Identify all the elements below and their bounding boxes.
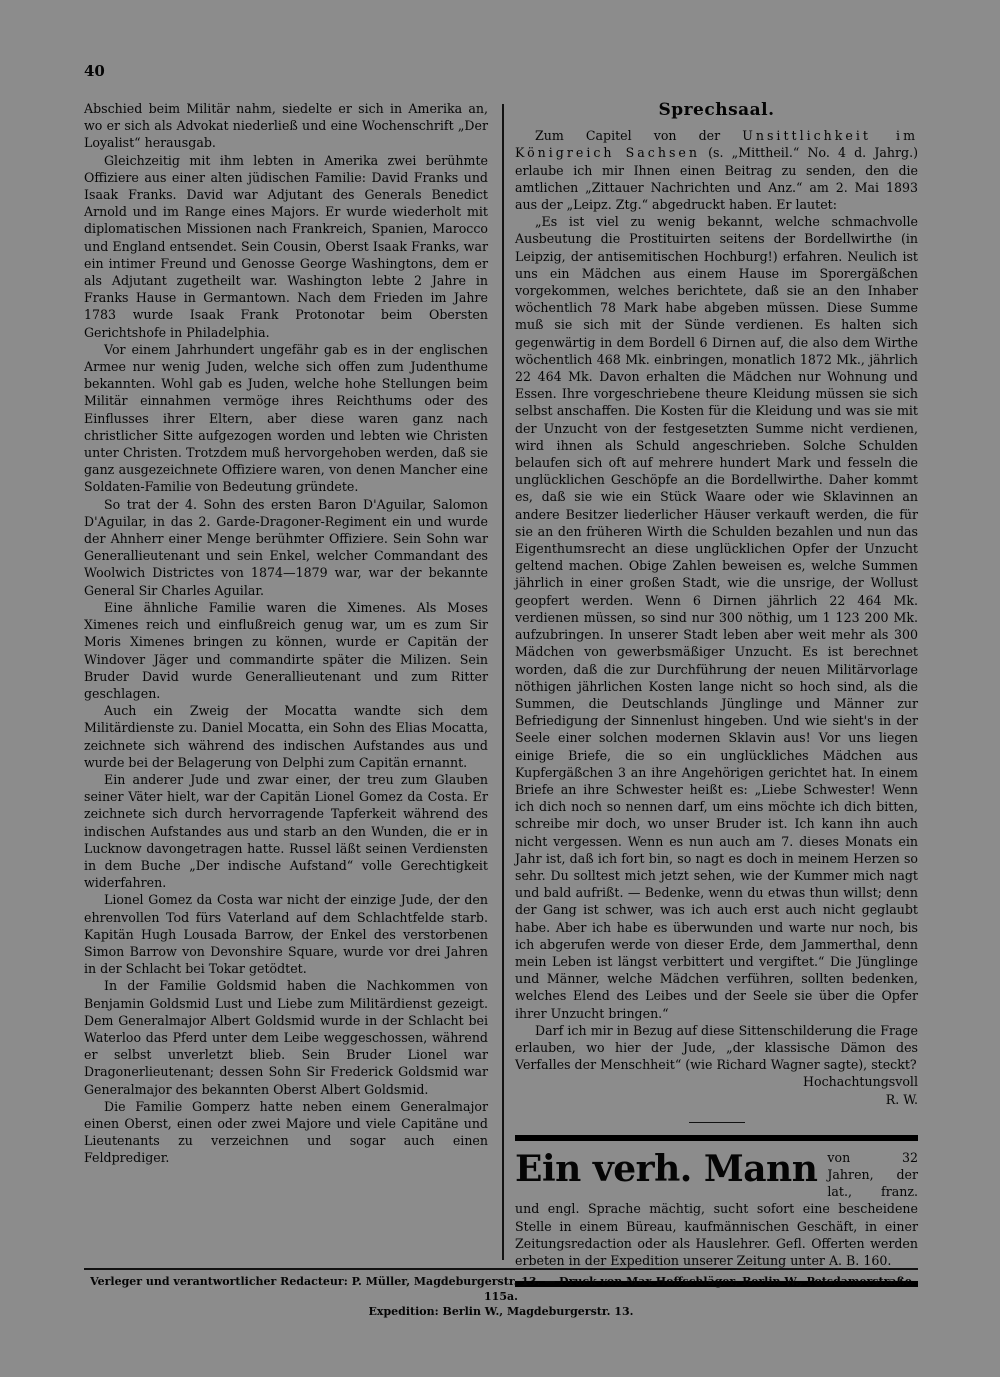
section-title: Sprechsaal. [658,100,775,120]
imprint-publisher: Verleger und verantwortlicher Redacteur: P. Müller, Magdeburgerstr. 13. — Druck von Max Hoffschläger, Berlin W., Potsdamerstraße 115a. [90,1275,912,1303]
closing-paragraph: Darf ich mir in Bezug auf diese Sittenschilderung die Frage erlauben, wo hier der Jude, „der klassische Dämon des Verfalles der Menschheit“ (wie Richard Wagner sagte), steckt? [515,1022,918,1073]
article-paragraph: Abschied beim Militär nahm, siedelte er sich in Amerika an, wo er sich als Advokat niederließ und eine Wochenschrift „Der Loyalist“ herausgab. [84,101,488,151]
intro-text: (s. „Mittheil.“ No. 4 d. Jahrg.) erlaube ich mir Ihnen einen Beitrag zu senden, den die amtlichen „Zittauer Nachrichten und Anz.“ am 2. Mai 1893 aus der „Leipz. Ztg.“ abgedruckt haben. Er lautet: [515,145,918,213]
article-paragraph: Lionel Gomez da Costa war nicht der einzige Jude, der den ehrenvollen Tod fürs Vaterland auf dem Schlachtfelde starb. Kapitän Hugh Lousada Barrow, der Enkel des verstorbenen Simon Barrow von Devonshire Square, wurde vor drei Jahren in der Schlacht bei Tokar getödtet. [84,892,488,977]
ad-body [515,1141,918,1281]
article-paragraph: In der Familie Goldsmid haben die Nachkommen von Benjamin Goldsmid Lust und Liebe zum Militärdienst gezeigt. Dem Generalmajor Albert Goldsmid wurde in der Schlacht bei Waterloo das Pferd unter dem Leibe weggeschossen, während er selbst unverletzt blieb. Sein Bruder Lionel war Dragonerlieutenant; dessen Sohn Sir Frederick Goldsmid war Generalmajor des bekannten Oberst Albert Goldsmid. [84,978,488,1097]
page-number: 40 [84,62,105,80]
advertisement [515,1135,918,1287]
quote-paragraph: „Es ist viel zu wenig bekannt, welche schmachvolle Ausbeutung die Prostituirten seitens der Bordellwirthe (in Leipzig, der antisemitischen Hochburg!) erfahren. Neulich ist uns ein Mädchen aus einem Hause im Sporergäßchen vorgekommen, welches berichtete, daß sie an den Inhaber wöchentlich 78 Mark habe abgeben müssen. Diese Summe muß sie sich mit der Sünde verdienen. Es halten sich gegenwärtig in dem Bordell 6 Dirnen auf, die also dem Wirthe wöchentlich 468 Mk. einbringen, monatlich 1872 Mk., jährlich 22 464 Mk. Davon erhalten die Mädchen nur Wohnung und Essen. Ihre vorgeschriebene theure Kleidung müssen sie sich selbst anschaffen. Die Kosten für die Kleidung und was sie mit der Unzucht von der festgesetzten Summe nicht verdienen, wird ihnen als Schuld angeschrieben. Solche Schulden belaufen sich oft auf mehrere hundert Mark und fesseln die unglücklichen Geschöpfe an die Bordellwirthe. Daher kommt es, daß sie wie ein Stück Waare oder wie Sklavinnen an andere Besitzer liederlicher Häuser verkauft werden, die für sie an den früheren Wirth die Schulden bezahlen und nun das Eigenthumsrecht an diese unglücklichen Opfer der Unzucht geltend machen. Obige Zahlen beweisen es, welche Summen jährlich in einer großen Stadt, wie die unsrige, der Wollust geopfert werden. Wenn 6 Dirnen jährlich 22 464 Mk. verdienen müssen, so sind nur 300 nöthig, um 1 123 200 Mk. aufzubringen. In unserer Stadt leben aber weit mehr als 300 Mädchen von gewerbsmäßiger Unzucht. Es ist berechnet worden, daß die zur Durchführung der neuen Militärvorlage nöthigen jährlichen Kosten lange nicht so hoch sind, als die Summen, die Deutschlands Jünglinge und Männer zur Befriedigung der Sinnenlust hingeben. Und wie sieht's in der Seele einer solchen modernen Sklavin aus! Vor uns liegen einige Briefe, die so ein unglückliches Mädchen aus Kupfergäßchen 3 an ihre Angehörigen gerichtet hat. In einem Briefe an ihre Schwester heißt es: „Liebe Schwester! Wenn ich dich noch so nennen darf, um eins möchte ich dich bitten, schreibe mir doch, wo unser Bruder ist. Ich kann ihn auch nicht vergessen. Wenn es nun auch am 7. dieses Monats ein Jahr ist, daß ich fort bin, so nagt es doch in meinem Herzen so sehr. Du solltest mich jetzt sehen, wie der Kummer mich nagt und bald aufrißt. — Bedenke, wenn du etwas thun willst; denn der Gang ist schwer, was ich auch erst auch nicht geglaubt habe. Aber ich habe es überwunden und warte nur noch, bis ich abgerufen werde von dieser Erde, dem Jammerthal, denn mein Leben ist längst verbittert und vergiftet.“ Die Jünglinge und Männer, welche Mädchen verführen, sollten bedenken, welches Elend des Leibes und der Seele sie über die Opfer ihrer Unzucht bringen.“ [515,214,918,1021]
section-separator [689,1122,745,1123]
intro-paragraph [515,127,918,213]
article-paragraph: Vor einem Jahrhundert ungefähr gab es in der englischen Armee nur wenig Juden, welche sich offen zum Judenthume bekannten. Wohl gab es Juden, welche hohe Stellungen beim Militär einnahmen vermöge ihres Reichthums oder des Einflusses ihrer Eltern, aber diese waren ganz nach christlicher Sitte aufgezogen worden und lebten wie Christen unter Christen. Trotzdem muß hervorgehoben werden, daß sie ganz ausgezeichnete Offiziere waren, von denen Mancher eine Soldaten-Familie von Bedeutung gründete. [84,341,488,495]
ad-headline: Ein verh. Mann [515,1147,818,1190]
article-paragraph: Die Familie Gomperz hatte neben einem Generalmajor einen Oberst, einen oder zwei Majore und viele Capitäne und Lieutenants zu verzeichnen und sogar auch einen Feldprediger. [84,1098,488,1166]
intro-text: Zum Capitel von der [535,128,743,144]
article-paragraph: Gleichzeitig mit ihm lebten in Amerika zwei berühmte Offiziere aus einer alten jüdischen Familie: David Franks und Isaak Franks. David war Adjutant des Generals Benedict Arnold und im Range eines Majors. Er wurde wiederholt mit diplomatischen Missionen nach Frankreich, Spanien, Marocco und England entsendet. Sein Cousin, Oberst Isaak Franks, war ein intimer Freund und Genosse George Washingtons, dem er als Adjutant zugetheilt war. Washington lebte 2 Jahre in Franks Hause in Germantown. Nach dem Frieden im Jahre 1783 wurde Isaak Frank Protonotar beim Obersten Gerichtshofe in Philadelphia. [84,152,488,340]
footer-rule [84,1268,918,1270]
article-paragraph: Eine ähnliche Familie waren die Ximenes. Als Moses Ximenes reich und einflußreich genug war, um es zum Sir Moris Ximenes bringen zu können, wurde er Capitän der Windover Jäger und commandirte später die Milizen. Sein Bruder David wurde Generallieutenant und zum Ritter geschlagen. [84,599,488,701]
salutation: Hochachtungsvoll [803,1074,918,1090]
article-paragraph: So trat der 4. Sohn des ersten Baron D'Aguilar, Salomon D'Aguilar, in das 2. Garde-Dragoner-Regiment ein und wurde der Ahnherr einer Menge berühmter Offiziere. Sein Sohn war Generallieutenant und sein Enkel, welcher Commandant des Woolwich Districtes von 1874—1879 war, war der bekannte General Sir Charles Aguilar. [84,496,488,598]
imprint-footer [84,1274,918,1319]
signature: R. W. [885,1091,918,1107]
left-column [84,100,488,1167]
article-paragraph: Ein anderer Jude und zwar einer, der treu zum Glauben seiner Väter hielt, war der Capitän Lionel Gomez da Costa. Er zeichnete sich durch hervorragende Tapferkeit während des indischen Aufstandes aus und starb an den Wunden, die er in Lucknow davongetragen hatte. Russel läßt seinen Verdiensten in dem Buche „Der indische Aufstand“ volle Gerechtigkeit widerfahren. [84,771,488,891]
column-divider [502,104,504,1260]
intro-emphasis: Unsittlichkeit im Königreich Sachsen [515,128,919,161]
article-paragraph: Auch ein Zweig der Mocatta wandte sich dem Militärdienste zu. Daniel Mocatta, ein Sohn des Elias Mocatta, zeichnete sich während des indischen Aufstandes aus und wurde bei der Belagerung von Delphi zum Capitän ernannt. [84,703,488,770]
imprint-expedition: Expedition: Berlin W., Magdeburgerstr. 13. [368,1305,634,1318]
ad-text: von 32 Jahren, der lat., franz. und engl. Sprache mächtig, sucht sofort eine bescheidene Stelle in einem Büreau, kaufmännischen Geschäft, in einer Zeitungsredaction oder als Hauslehrer. Gefl. Offerten werden erbeten in der Expedition unserer Zeitung unter A. B. 160. [515,1149,918,1268]
right-column [515,100,918,1287]
